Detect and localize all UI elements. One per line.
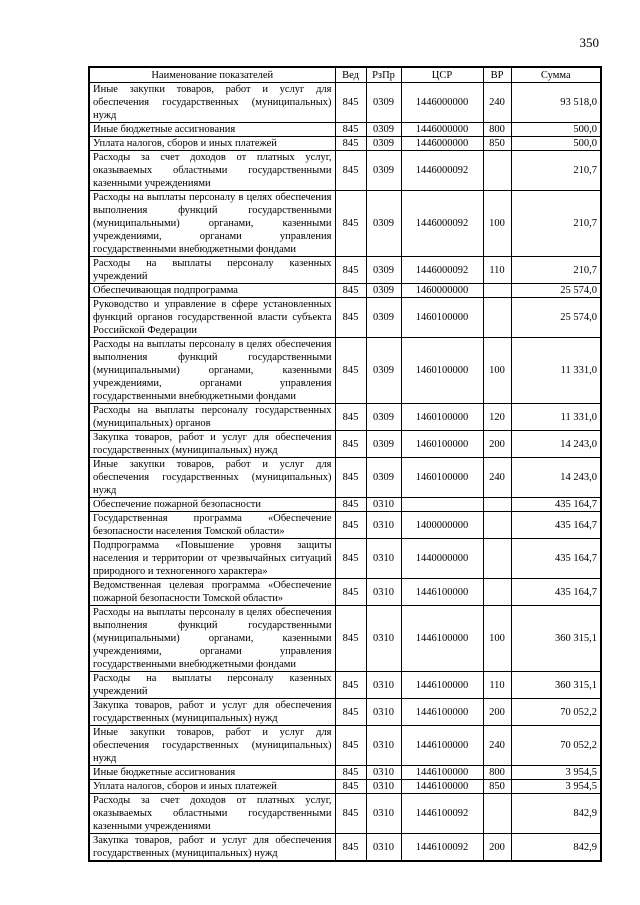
row-rzpr-cell: 0309 [366,123,401,137]
row-vr-cell: 200 [483,431,511,458]
table-row [89,699,601,726]
table-row [89,606,601,672]
row-csr-cell: 1446100000 [401,579,483,606]
row-vr-cell: 100 [483,606,511,672]
row-vr-cell: 240 [483,83,511,123]
row-ved-cell: 845 [335,298,366,338]
row-csr-cell: 1446100000 [401,726,483,766]
row-name-cell: Расходы на выплаты персоналу государственных (муниципальных) органов [89,404,335,431]
row-rzpr-cell: 0310 [366,512,401,539]
row-vr-cell: 110 [483,672,511,699]
row-rzpr-cell: 0310 [366,794,401,834]
row-rzpr-cell: 0309 [366,404,401,431]
row-csr-cell: 1446000092 [401,191,483,257]
row-vr-cell [483,794,511,834]
row-summa-cell: 14 243,0 [511,458,601,498]
row-summa-cell: 210,7 [511,151,601,191]
table-row [89,766,601,780]
row-rzpr-cell: 0309 [366,257,401,284]
row-csr-cell: 1460100000 [401,404,483,431]
table-row [89,579,601,606]
row-name-cell: Обеспечение пожарной безопасности [89,498,335,512]
row-csr-cell: 1460100000 [401,458,483,498]
row-ved-cell: 845 [335,512,366,539]
header-csr: ЦСР [401,67,483,83]
header-rzpr: РзПр [366,67,401,83]
row-summa-cell: 360 315,1 [511,606,601,672]
row-csr-cell [401,498,483,512]
row-csr-cell: 1446100092 [401,794,483,834]
row-name-cell: Расходы на выплаты персоналу в целях обеспечения выполнения функций государственными (муниципальными) органами, казенными учреждениями, органами управления государственными внебюджетными фондами [89,338,335,404]
row-summa-cell: 3 954,5 [511,780,601,794]
row-summa-cell: 11 331,0 [511,404,601,431]
row-name-cell: Закупка товаров, работ и услуг для обеспечения государственных (муниципальных) нужд [89,699,335,726]
row-ved-cell: 845 [335,794,366,834]
row-name-cell: Расходы на выплаты персоналу в целях обеспечения выполнения функций государственными (муниципальными) органами, казенными учреждениями, органами управления государственными внебюджетными фондами [89,191,335,257]
table-row [89,83,601,123]
row-rzpr-cell: 0309 [366,338,401,404]
table-row [89,151,601,191]
row-csr-cell: 1460100000 [401,338,483,404]
row-ved-cell: 845 [335,780,366,794]
row-csr-cell: 1446100000 [401,606,483,672]
table-header [89,67,601,83]
row-ved-cell: 845 [335,123,366,137]
row-summa-cell: 210,7 [511,191,601,257]
row-rzpr-cell: 0310 [366,498,401,512]
row-ved-cell: 845 [335,699,366,726]
header-name: Наименование показателей [89,67,335,83]
row-csr-cell: 1446100000 [401,672,483,699]
row-rzpr-cell: 0310 [366,726,401,766]
row-ved-cell: 845 [335,539,366,579]
row-ved-cell: 845 [335,284,366,298]
row-csr-cell: 1400000000 [401,512,483,539]
row-summa-cell: 435 164,7 [511,579,601,606]
row-vr-cell: 240 [483,458,511,498]
row-summa-cell: 435 164,7 [511,512,601,539]
page-number: 350 [579,35,599,50]
row-summa-cell: 435 164,7 [511,498,601,512]
table-row [89,794,601,834]
row-ved-cell: 845 [335,83,366,123]
budget-table [88,66,602,862]
table-row [89,458,601,498]
row-name-cell: Расходы за счет доходов от платных услуг, оказываемых областными государственными казенными учреждениями [89,794,335,834]
row-rzpr-cell: 0309 [366,83,401,123]
row-rzpr-cell: 0309 [366,151,401,191]
table-row [89,191,601,257]
table-row [89,137,601,151]
row-summa-cell: 500,0 [511,137,601,151]
row-vr-cell [483,539,511,579]
row-csr-cell: 1460100000 [401,431,483,458]
row-ved-cell: 845 [335,431,366,458]
table-row [89,672,601,699]
row-vr-cell: 240 [483,726,511,766]
table-row [89,726,601,766]
row-rzpr-cell: 0310 [366,699,401,726]
row-ved-cell: 845 [335,606,366,672]
row-name-cell: Иные закупки товаров, работ и услуг для обеспечения государственных (муниципальных) нужд [89,458,335,498]
row-vr-cell: 110 [483,257,511,284]
row-vr-cell: 850 [483,780,511,794]
row-name-cell: Уплата налогов, сборов и иных платежей [89,780,335,794]
row-ved-cell: 845 [335,834,366,862]
row-name-cell: Закупка товаров, работ и услуг для обеспечения государственных (муниципальных) нужд [89,431,335,458]
table-row [89,338,601,404]
table-row [89,512,601,539]
row-summa-cell: 210,7 [511,257,601,284]
table-row [89,780,601,794]
row-csr-cell: 1440000000 [401,539,483,579]
row-ved-cell: 845 [335,257,366,284]
row-name-cell: Расходы на выплаты персоналу в целях обеспечения выполнения функций государственными (муниципальными) органами, казенными учреждениями, органами управления государственными внебюджетными фондами [89,606,335,672]
row-ved-cell: 845 [335,672,366,699]
row-rzpr-cell: 0310 [366,672,401,699]
row-ved-cell: 845 [335,579,366,606]
row-summa-cell: 93 518,0 [511,83,601,123]
row-summa-cell: 360 315,1 [511,672,601,699]
row-summa-cell: 435 164,7 [511,539,601,579]
row-name-cell: Иные бюджетные ассигнования [89,123,335,137]
row-vr-cell: 120 [483,404,511,431]
row-vr-cell [483,512,511,539]
row-rzpr-cell: 0310 [366,539,401,579]
row-ved-cell: 845 [335,404,366,431]
row-rzpr-cell: 0310 [366,579,401,606]
row-csr-cell: 1460000000 [401,284,483,298]
table-row [89,431,601,458]
row-rzpr-cell: 0310 [366,780,401,794]
table-body [89,83,601,862]
table-row [89,298,601,338]
row-vr-cell [483,579,511,606]
row-name-cell: Руководство и управление в сфере установленных функций органов государственной власти субъекта Российской Федерации [89,298,335,338]
row-ved-cell: 845 [335,137,366,151]
row-ved-cell: 845 [335,458,366,498]
row-name-cell: Расходы на выплаты персоналу казенных учреждений [89,672,335,699]
row-ved-cell: 845 [335,151,366,191]
row-vr-cell: 200 [483,834,511,862]
row-ved-cell: 845 [335,498,366,512]
row-rzpr-cell: 0310 [366,766,401,780]
row-csr-cell: 1460100000 [401,298,483,338]
row-ved-cell: 845 [335,191,366,257]
row-summa-cell: 70 052,2 [511,726,601,766]
row-vr-cell: 100 [483,338,511,404]
row-csr-cell: 1446100092 [401,834,483,862]
row-vr-cell: 800 [483,123,511,137]
table-header-row [89,67,601,83]
table-row [89,404,601,431]
row-csr-cell: 1446100000 [401,699,483,726]
row-ved-cell: 845 [335,338,366,404]
row-summa-cell: 842,9 [511,834,601,862]
table-row [89,498,601,512]
row-name-cell: Подпрограмма «Повышение уровня защиты населения и территории от чрезвычайных ситуаций природного и техногенного характера» [89,539,335,579]
row-ved-cell: 845 [335,726,366,766]
row-summa-cell: 25 574,0 [511,284,601,298]
row-name-cell: Расходы за счет доходов от платных услуг, оказываемых областными государственными казенными учреждениями [89,151,335,191]
row-name-cell: Государственная программа «Обеспечение безопасности населения Томской области» [89,512,335,539]
header-summa: Сумма [511,67,601,83]
row-summa-cell: 3 954,5 [511,766,601,780]
row-summa-cell: 842,9 [511,794,601,834]
row-summa-cell: 500,0 [511,123,601,137]
row-vr-cell [483,284,511,298]
row-rzpr-cell: 0310 [366,834,401,862]
row-rzpr-cell: 0309 [366,431,401,458]
row-name-cell: Уплата налогов, сборов и иных платежей [89,137,335,151]
row-vr-cell: 850 [483,137,511,151]
row-name-cell: Ведомственная целевая программа «Обеспечение пожарной безопасности Томской области» [89,579,335,606]
row-csr-cell: 1446000092 [401,257,483,284]
row-rzpr-cell: 0309 [366,284,401,298]
row-summa-cell: 70 052,2 [511,699,601,726]
row-vr-cell: 200 [483,699,511,726]
row-ved-cell: 845 [335,766,366,780]
row-csr-cell: 1446100000 [401,780,483,794]
row-name-cell: Обеспечивающая подпрограмма [89,284,335,298]
row-rzpr-cell: 0310 [366,606,401,672]
row-vr-cell [483,151,511,191]
row-rzpr-cell: 0309 [366,458,401,498]
header-ved: Вед [335,67,366,83]
row-vr-cell: 100 [483,191,511,257]
row-vr-cell [483,498,511,512]
table-row [89,284,601,298]
row-name-cell: Закупка товаров, работ и услуг для обеспечения государственных (муниципальных) нужд [89,834,335,862]
table-row [89,834,601,862]
row-name-cell: Иные закупки товаров, работ и услуг для обеспечения государственных (муниципальных) нужд [89,83,335,123]
row-csr-cell: 1446000000 [401,83,483,123]
row-rzpr-cell: 0309 [366,191,401,257]
row-name-cell: Иные закупки товаров, работ и услуг для обеспечения государственных (муниципальных) нужд [89,726,335,766]
row-rzpr-cell: 0309 [366,137,401,151]
table-row [89,123,601,137]
table-row [89,539,601,579]
header-vr: ВР [483,67,511,83]
row-summa-cell: 25 574,0 [511,298,601,338]
row-csr-cell: 1446100000 [401,766,483,780]
row-summa-cell: 11 331,0 [511,338,601,404]
table-row [89,257,601,284]
row-summa-cell: 14 243,0 [511,431,601,458]
row-vr-cell: 800 [483,766,511,780]
row-name-cell: Иные бюджетные ассигнования [89,766,335,780]
row-name-cell: Расходы на выплаты персоналу казенных учреждений [89,257,335,284]
row-csr-cell: 1446000000 [401,123,483,137]
row-rzpr-cell: 0309 [366,298,401,338]
row-vr-cell [483,298,511,338]
row-csr-cell: 1446000092 [401,151,483,191]
row-csr-cell: 1446000000 [401,137,483,151]
